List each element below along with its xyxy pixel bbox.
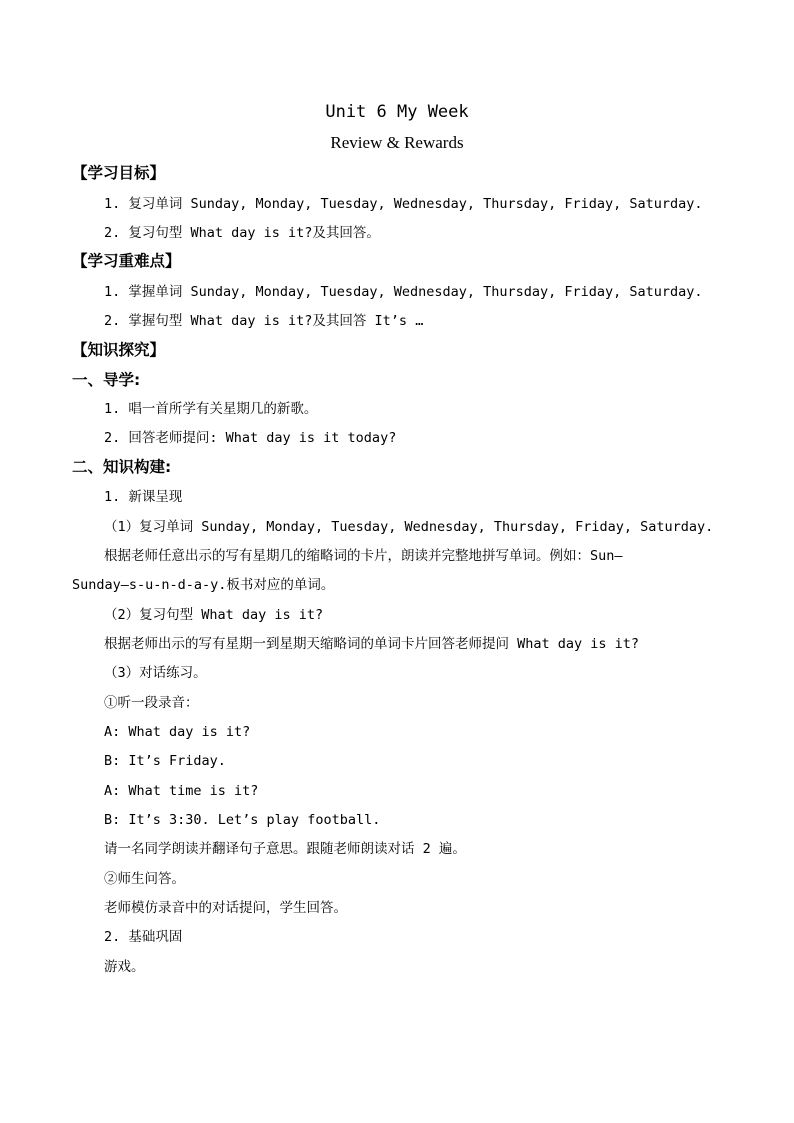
- dialogue-line: B: It’s 3:30. Let’s play football.: [104, 812, 381, 828]
- part2-line: 根据老师任意出示的写有星期几的缩略词的卡片，朗读并完整地拼写单词。例如：Sun—: [104, 548, 623, 564]
- part2-heading: 二、知识构建:: [72, 458, 172, 476]
- part2-line: 1. 新课呈现: [104, 489, 183, 505]
- goal-item: 2. 复习句型 What day is it?及其回答。: [104, 225, 380, 241]
- dialogue-line: A: What time is it?: [104, 783, 259, 799]
- part1-item: 1. 唱一首所学有关星期几的新歌。: [104, 401, 318, 417]
- part2-line: 老师模仿录音中的对话提问，学生回答。: [104, 900, 347, 916]
- part2-line: 2. 基础巩固: [104, 929, 183, 945]
- part2-line: 根据老师出示的写有星期一到星期天缩略词的单词卡片回答老师提问 What day is it?: [104, 636, 640, 652]
- key-point-item: 2. 掌握句型 What day is it?及其回答 It’s …: [104, 313, 424, 329]
- part2-line: （1）复习单词 Sunday, Monday, Tuesday, Wednesday, Thursday, Friday, Saturday.: [104, 519, 714, 535]
- part2-line: Sunday—s-u-n-d-a-y.板书对应的单词。: [72, 577, 335, 593]
- part2-line: 请一名同学朗读并翻译句子意思。跟随老师朗读对话 2 遍。: [104, 841, 466, 857]
- part1-heading: 一、导学:: [72, 371, 141, 389]
- part2-line: （2）复习句型 What day is it?: [104, 607, 324, 623]
- dialogue-line: A: What day is it?: [104, 724, 251, 740]
- part2-line: 游戏。: [104, 959, 145, 975]
- part2-line: （3）对话练习。: [104, 665, 207, 681]
- goals-heading: 【学习目标】: [72, 164, 166, 182]
- document-title: Unit 6 My Week: [325, 102, 469, 122]
- document-subtitle: Review & Rewards: [330, 133, 464, 152]
- key-point-item: 1. 掌握单词 Sunday, Monday, Tuesday, Wednesday, Thursday, Friday, Saturday.: [104, 284, 703, 300]
- key-points-heading: 【学习重难点】: [72, 252, 181, 270]
- part1-item: 2. 回答老师提问: What day is it today?: [104, 430, 397, 446]
- goal-item: 1. 复习单词 Sunday, Monday, Tuesday, Wednesday, Thursday, Friday, Saturday.: [104, 196, 703, 212]
- part2-line: ②师生问答。: [104, 871, 185, 887]
- part2-line: ①听一段录音：: [104, 695, 199, 711]
- explore-heading: 【知识探究】: [72, 341, 166, 359]
- dialogue-line: B: It’s Friday.: [104, 753, 226, 769]
